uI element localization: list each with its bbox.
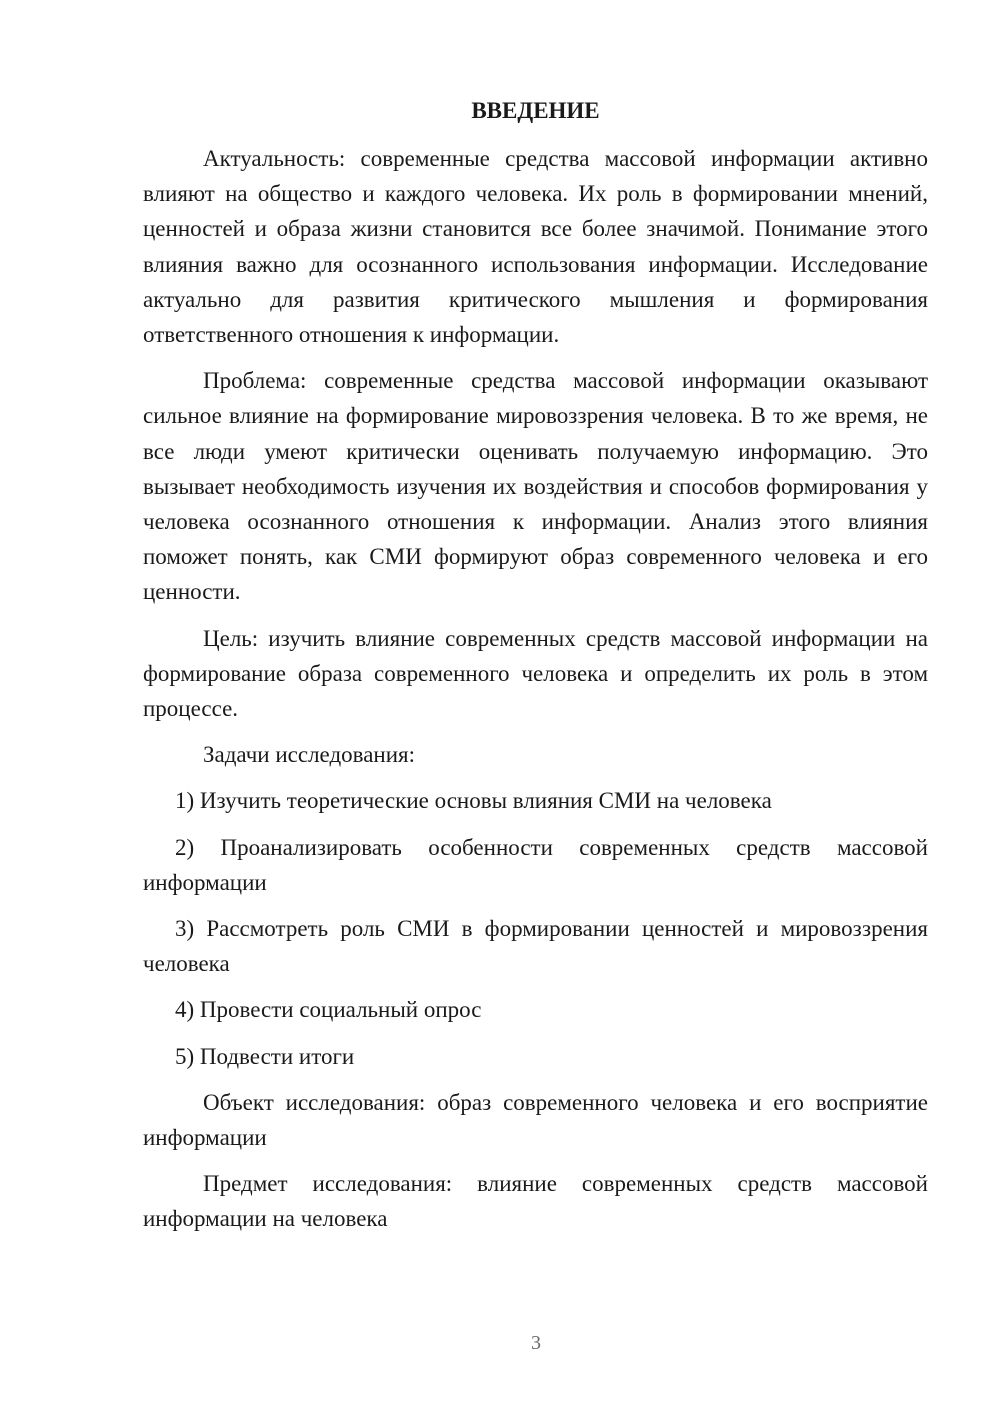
- tasks-heading: Задачи исследования:: [203, 742, 416, 768]
- task-item-5: 5) Подвести итоги: [175, 1043, 355, 1069]
- paragraph-object: Объект исследования: образ современного человека и его восприятие информации: [143, 1089, 928, 1151]
- paragraph-problem: Проблема: современные средства массовой информации оказывают сильное влияние на формирование мировоззрения человека. В то же время, не все люди умеют критически оценивать получаемую информацию. Это вызывает необходимость изучения их воздействия и способов формирования у человека осознанного отношения к информации. Анализ этого влияния поможет понять, как СМИ формируют образ современного человека и его ценности.: [143, 368, 928, 605]
- task-item-2: 2) Проанализировать особенности современных средств массовой информации: [143, 834, 928, 895]
- task-item-4: 4) Провести социальный опрос: [175, 997, 482, 1023]
- paragraph-relevance: Актуальность: современные средства массовой информации активно влияют на общество и каждого человека. Их роль в формировании мнений, ценностей и образа жизни становится все более значимой. Понимание этого влияния важно для осознанного использования информации. Исследование актуально для развития критического мышления и формирования ответственного отношения к информации.: [143, 146, 928, 348]
- task-item-3: 3) Рассмотреть роль СМИ в формировании ценностей и мировоззрения человека: [143, 916, 928, 977]
- paragraph-goal: Цель: изучить влияние современных средств массовой информации на формирование образа современного человека и определить их роль в этом процессе.: [143, 625, 928, 722]
- page-content: [143, 93, 928, 1248]
- paragraph-subject: Предмет исследования: влияние современных средств массовой информации на человека: [143, 1171, 928, 1232]
- page-number: 3: [531, 1332, 541, 1354]
- page-title: ВВЕДЕНИЕ: [471, 98, 600, 123]
- task-item-1: 1) Изучить теоретические основы влияния СМИ на человека: [175, 788, 772, 814]
